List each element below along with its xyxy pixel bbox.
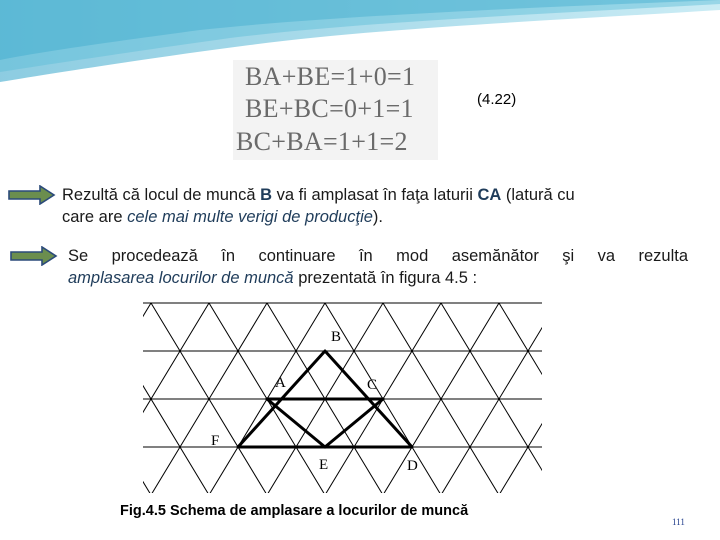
workplace-layout-figure: [135, 300, 550, 495]
vertex-label-a: A: [275, 375, 286, 391]
bullet2-emphasis: amplasarea locurilor de muncă: [68, 269, 294, 287]
bullet-paragraph-1: [62, 184, 702, 228]
bullet2-text: prezentată în figura 4.5 :: [293, 269, 478, 287]
bullet-arrow-icon: [10, 246, 58, 266]
bullet1-text: (latură cu: [501, 186, 575, 204]
bullet-arrow-icon: [8, 185, 56, 205]
equation-line-1: BA+BE=1+0=1: [245, 62, 416, 91]
bullet-paragraph-2-line-2: [68, 267, 688, 289]
bullet1-highlight-b: B: [260, 186, 273, 204]
equation-number: (4.22): [477, 91, 517, 108]
bullet1-text: care are: [62, 208, 128, 226]
vertex-label-c: C: [367, 377, 378, 393]
inner-edge: [325, 399, 383, 447]
vertex-label-f: F: [211, 433, 220, 449]
bullet1-highlight-ca: CA: [477, 186, 502, 204]
bullet-paragraph-2-line-1: Se procedează în continuare în mod asemănător şi va rezulta: [68, 247, 688, 265]
equation-line-2: BE+BC=0+1=1: [245, 94, 414, 123]
page-number: 111: [672, 517, 685, 527]
vertex-label-e: E: [319, 457, 329, 473]
bullet1-text: va fi amplasat în faţa laturii: [272, 186, 478, 204]
bullet1-emphasis: cele mai multe verigi de producţie: [127, 208, 373, 226]
vertex-label-b: B: [331, 329, 342, 345]
bullet1-text: ).: [372, 208, 384, 226]
inner-edge: [267, 399, 325, 447]
equations-image: [233, 60, 438, 160]
equation-line-3: BC+BA=1+1=2: [236, 127, 408, 156]
figure-caption: Fig.4.5 Schema de amplasare a locurilor de muncă: [120, 503, 469, 519]
vertex-label-d: D: [407, 458, 418, 474]
bullet1-text: Rezultă că locul de muncă: [62, 186, 261, 204]
